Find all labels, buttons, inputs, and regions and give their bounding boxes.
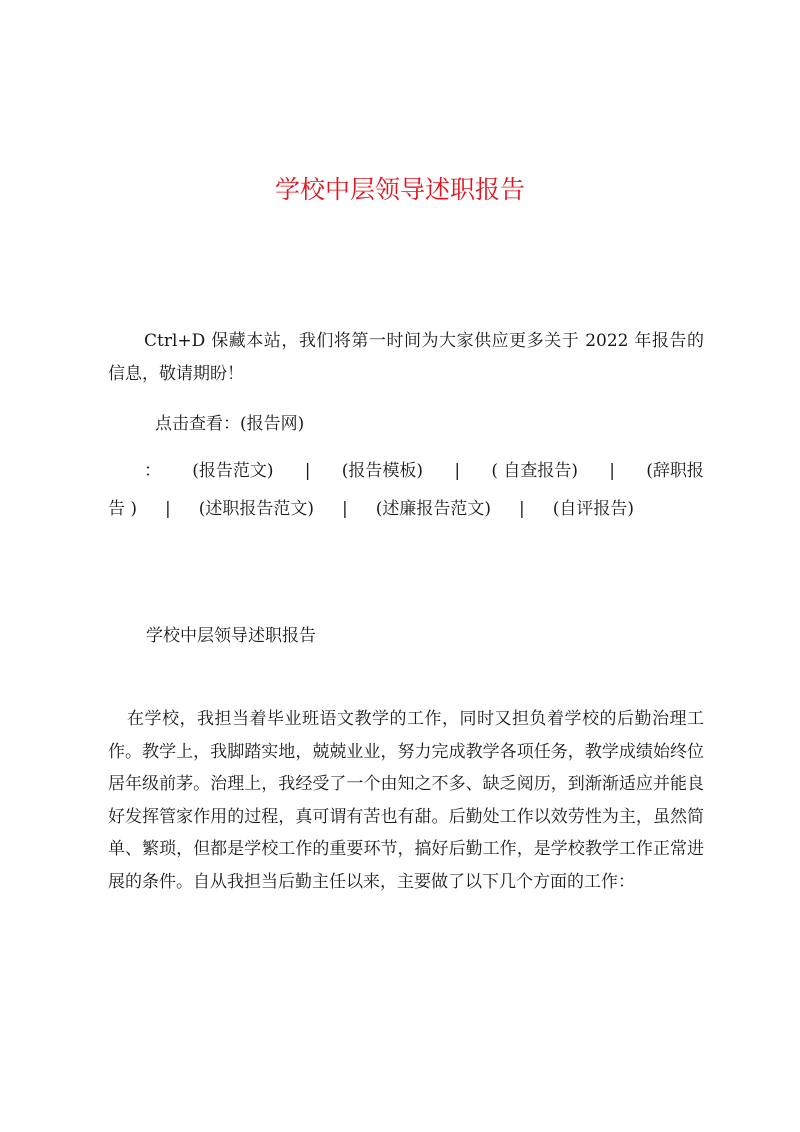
view-label: 点击查看：(报告网) (155, 414, 305, 434)
link-separator: | (165, 499, 171, 519)
section-subtitle: 学校中层领导述职报告 (146, 626, 316, 646)
link-separator: | (454, 461, 461, 481)
link-integrity-report-sample[interactable]: (述廉报告范文) (375, 499, 491, 519)
body-paragraph: 在学校，我担当着毕业班语文教学的工作，同时又担负着学校的后勤治理工作。教学上，我脚踏实地，兢兢业业，努力完成教学各项任务，教学成绩始终位居年级前茅。治理上，我经受了一个由知之不多、缺乏阅历，到渐渐适应并能良好发挥管家作用的过程，真可谓有苦也有甜。后勤处工作以效劳性为主，虽然简单、繁琐，但都是学校工作的重要环节，搞好后勤工作，是学校教学工作正常进展的条件。自从我担当后勤主任以来，主要做了以下几个方面的工作： (108, 709, 704, 892)
report-links (108, 452, 704, 528)
link-self-check-report[interactable]: ( 自查报告) (491, 461, 578, 481)
links-line-2 (108, 490, 704, 528)
links-colon: ： (144, 461, 161, 481)
link-resignation-report[interactable]: (辞职报 (646, 461, 704, 481)
links-line-1 (108, 452, 704, 490)
link-duty-report-sample[interactable]: (述职报告范文) (198, 499, 315, 519)
link-separator: | (342, 499, 348, 519)
link-separator: | (304, 461, 311, 481)
link-self-evaluation-report[interactable]: (自评报告) (552, 499, 634, 519)
link-report-template[interactable]: (报告模板) (341, 461, 424, 481)
document-title: 学校中层领导述职报告 (274, 175, 525, 204)
link-report-sample[interactable]: (报告范文) (192, 461, 274, 481)
intro-paragraph: Ctrl+D 保藏本站，我们将第一时间为大家供应更多关于 2022 年报告的信息，敬请期盼！ (108, 331, 704, 384)
link-resignation-report-cont[interactable]: 告 ) (108, 499, 138, 519)
link-separator: | (518, 499, 525, 519)
link-separator: | (609, 461, 615, 481)
